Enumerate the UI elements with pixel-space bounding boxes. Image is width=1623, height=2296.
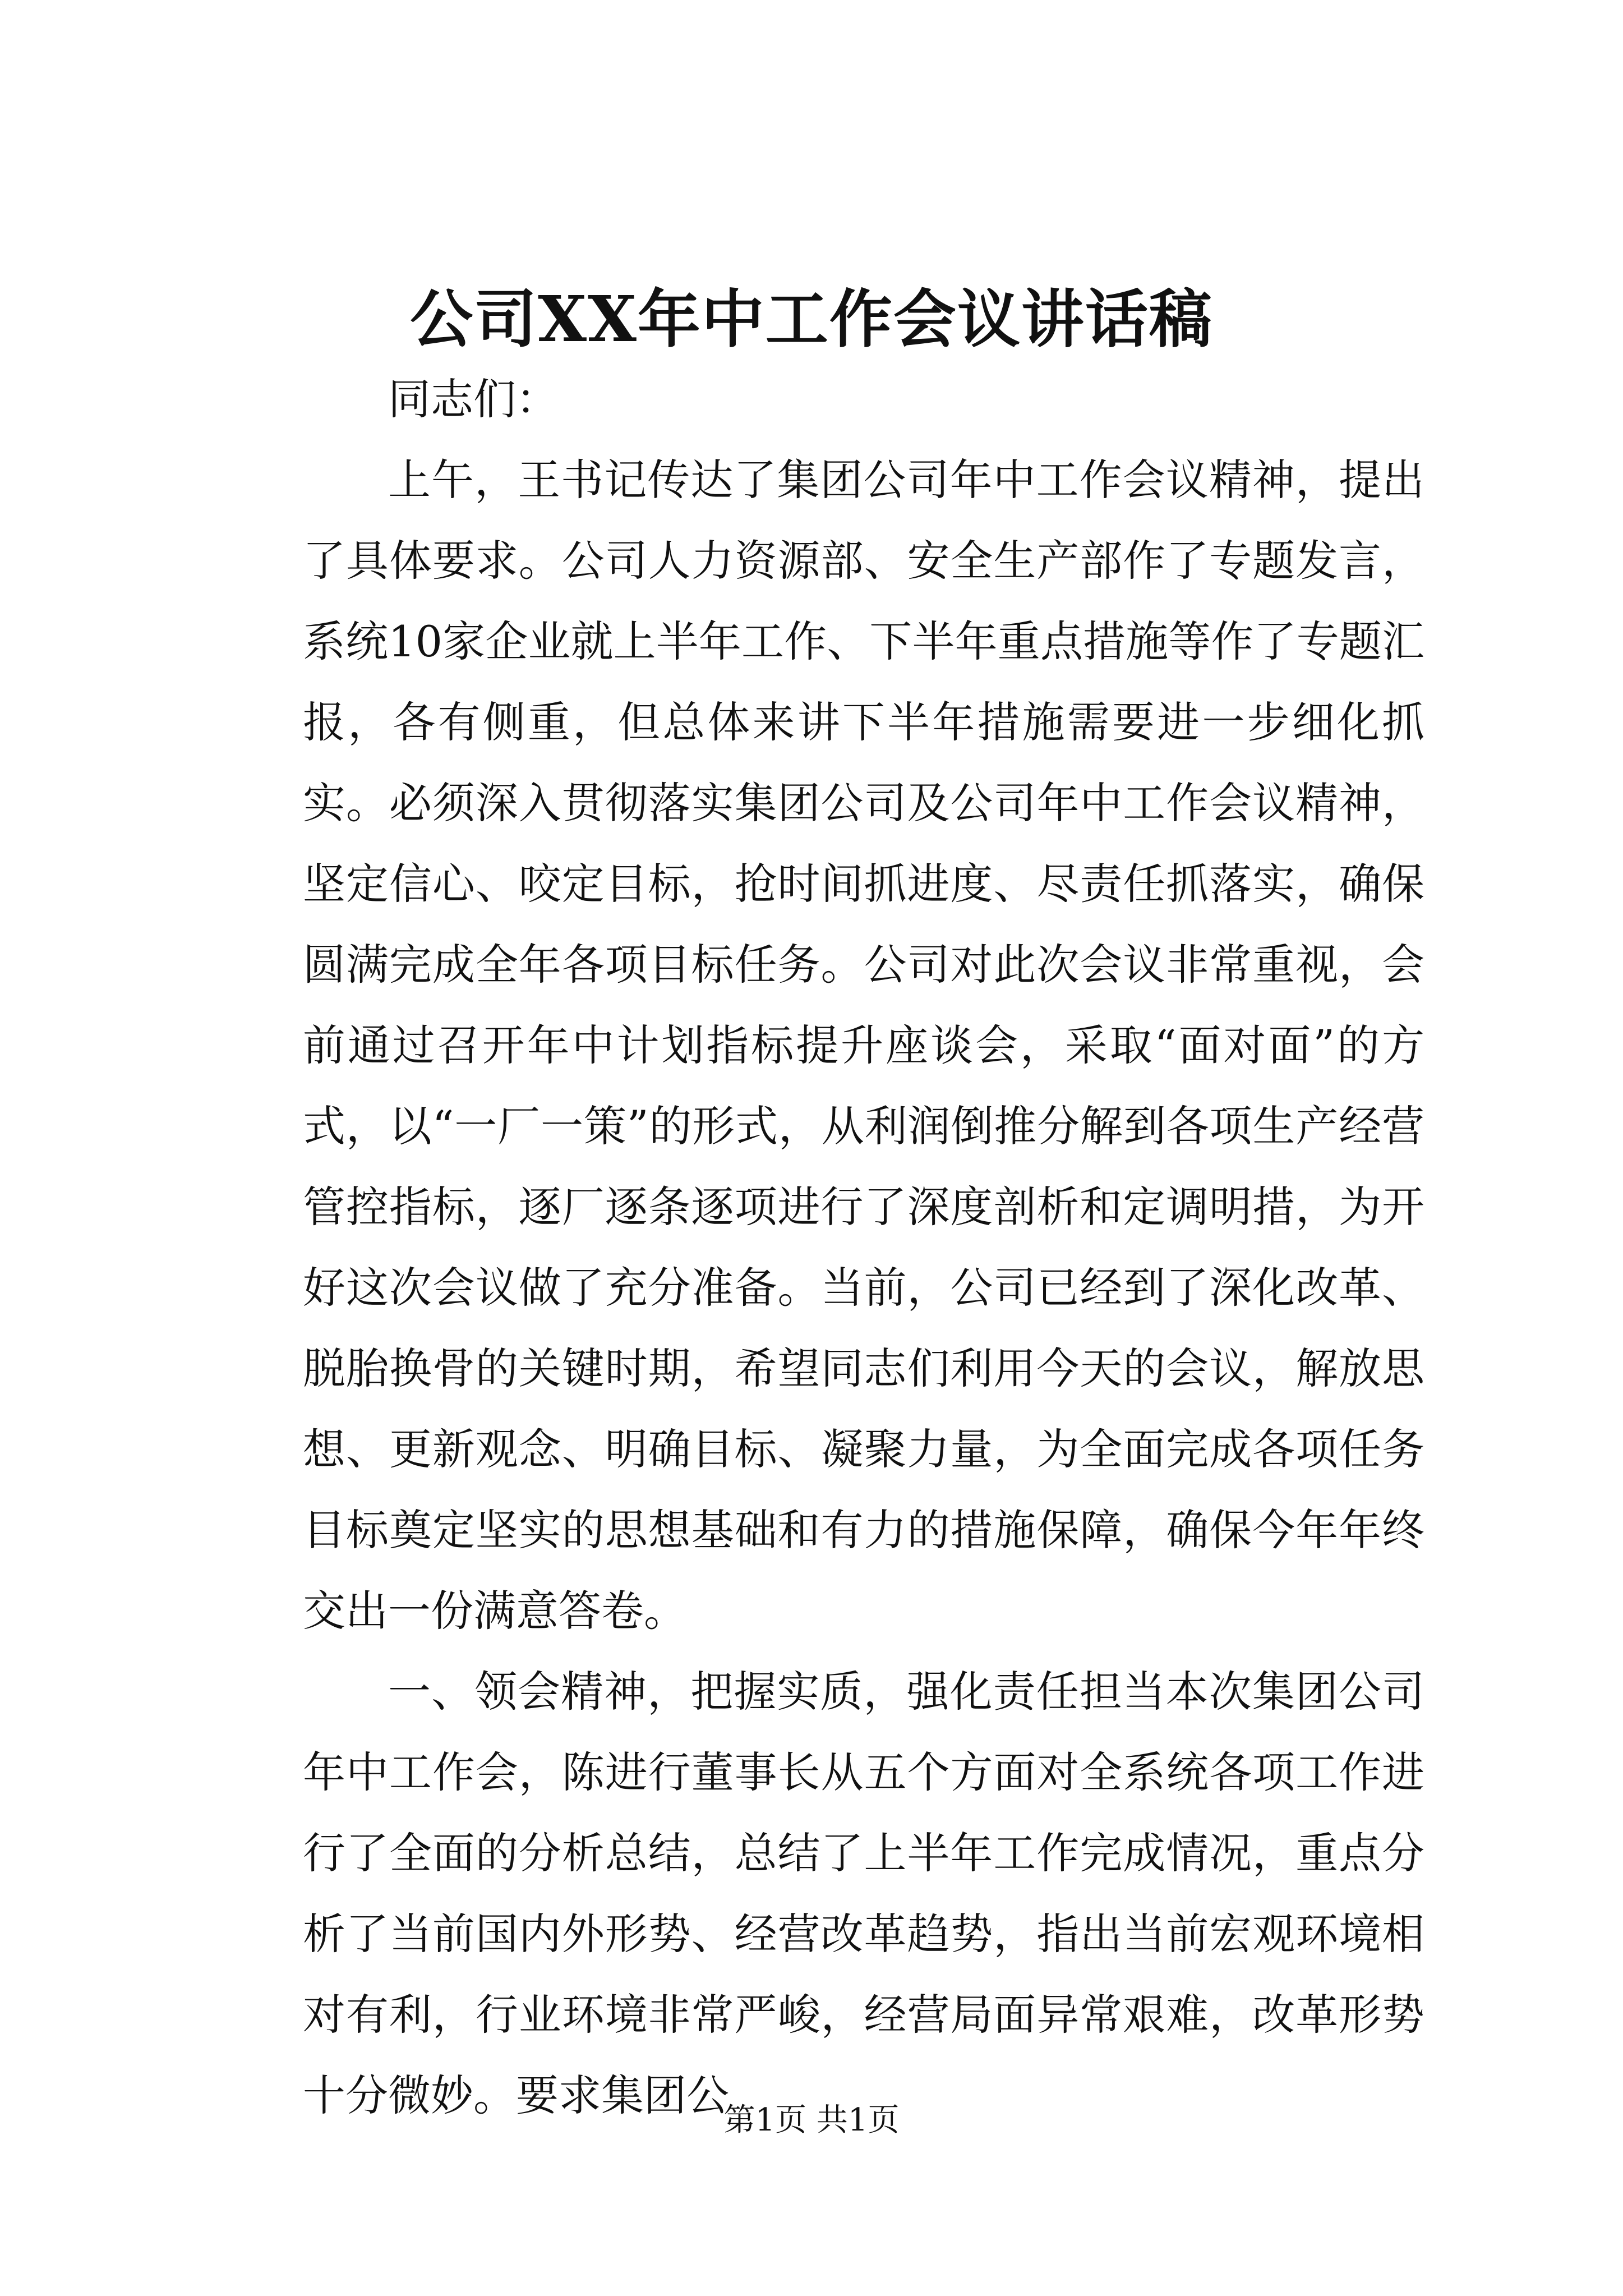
document-body: [303, 359, 1424, 2136]
intro-paragraph: 上午，王书记传达了集团公司年中工作会议精神，提出了具体要求。公司人力资源部、安全生产部作了专题发言，系统10家企业就上半年工作、下半年重点措施等作了专题汇报，各有侧重，但总体来讲下半年措施需要进一步细化抓实。必须深入贯彻落实集团公司及公司年中工作会议精神，坚定信心、咬定目标，抢时间抓进度、尽责任抓落实，确保圆满完成全年各项目标任务。公司对此次会议非常重视，会前通过召开年中计划指标提升座谈会，采取“面对面”的方式，以“一厂一策”的形式，从利润倒推分解到各项生产经营管控指标，逐厂逐条逐项进行了深度剖析和定调明措，为开好这次会议做了充分准备。当前，公司已经到了深化改革、脱胎换骨的关键时期，希望同志们利用今天的会议，解放思想、更新观念、明确目标、凝聚力量，为全面完成各项任务目标奠定坚实的思想基础和有力的措施保障，确保今年年终交出一份满意答卷。: [303, 455, 1424, 1636]
salutation-paragraph: 同志们：: [388, 374, 559, 424]
page-number-footer: 第1页 共1页: [723, 2102, 900, 2138]
section-one-paragraph: 一、领会精神，把握实质，强化责任担当本次集团公司年中工作会，陈进行董事长从五个方面对全系统各项工作进行了全面的分析总结，总结了上半年工作完成情况，重点分析了当前国内外形势、经营改革趋势，指出当前宏观环境相对有利，行业环境非常严峻，经营局面异常艰难，改革形势十分微妙。要求集团公: [303, 1667, 1424, 2120]
document-title: 公司XX年中工作会议讲话稿: [410, 283, 1213, 356]
